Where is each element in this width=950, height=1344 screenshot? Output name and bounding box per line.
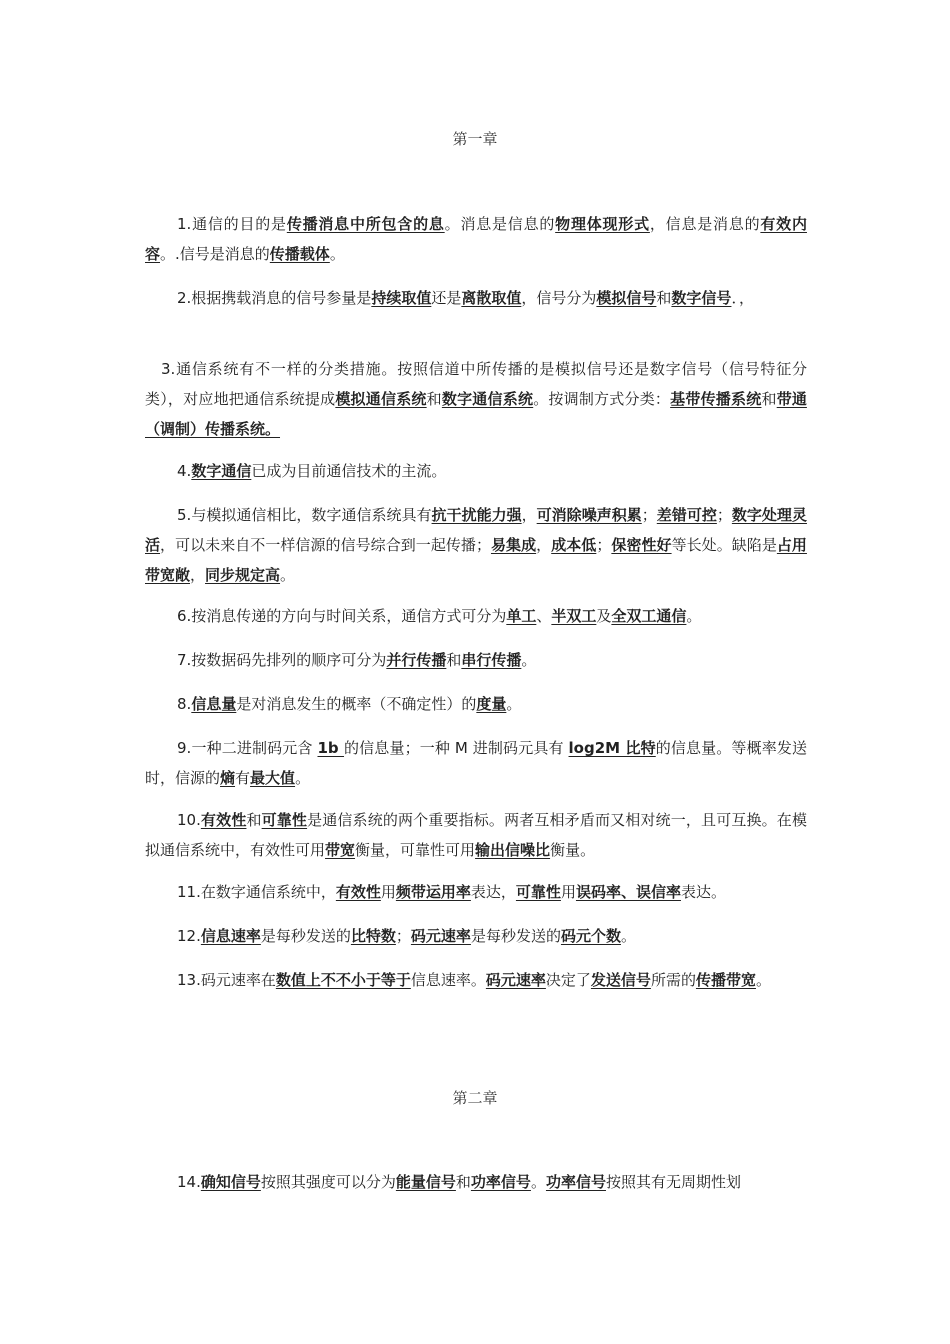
paragraph-text: 2.根据携载消息的信号参量是 bbox=[177, 289, 372, 307]
key-term: 度量 bbox=[476, 695, 507, 713]
paragraph-text: ， bbox=[190, 566, 206, 584]
key-term: 误码率、误信率 bbox=[575, 883, 681, 901]
key-term: 熵 bbox=[220, 769, 236, 787]
key-term: 带通（调制）传播系统。 bbox=[145, 390, 807, 438]
key-term: 有效性 bbox=[200, 811, 247, 829]
paragraph-text: 和 bbox=[761, 390, 777, 408]
key-term: 码元个数 bbox=[560, 927, 621, 945]
paragraph bbox=[145, 733, 807, 793]
paragraph-text: 还是 bbox=[431, 289, 462, 307]
paragraph-text: 是对消息发生的概率（不确定性）的 bbox=[236, 695, 477, 713]
paragraph-text: ．， bbox=[731, 289, 754, 307]
paragraph-text: ，信息是消息的 bbox=[649, 215, 761, 233]
paragraph-text: 。 bbox=[620, 927, 636, 945]
paragraph-text: 是每秒发送的 bbox=[470, 927, 561, 945]
paragraph-text: 。 bbox=[755, 971, 771, 989]
paragraph-text: ； bbox=[716, 506, 732, 524]
paragraph-text: 。 bbox=[506, 695, 522, 713]
paragraph bbox=[145, 354, 807, 444]
paragraph-text: 。 bbox=[530, 1173, 546, 1191]
paragraph-text: 4. bbox=[177, 462, 192, 480]
key-term: 传播载体 bbox=[269, 245, 330, 263]
paragraph-text: 决定了 bbox=[545, 971, 591, 989]
key-term: 成本低 bbox=[551, 536, 597, 554]
key-term: 码元速率 bbox=[410, 927, 471, 945]
paragraph-text: ； bbox=[641, 506, 657, 524]
key-term: 信息速率 bbox=[200, 927, 261, 945]
paragraph-text: 按照其强度可以分为 bbox=[260, 1173, 396, 1191]
key-term: 串行传播 bbox=[461, 651, 522, 669]
paragraph-text: 和 bbox=[455, 1173, 471, 1191]
paragraph bbox=[145, 645, 807, 675]
paragraph-text: 10. bbox=[177, 811, 201, 829]
paragraph-text: 5.与模拟通信相比，数字通信系统具有 bbox=[177, 506, 432, 524]
paragraph-text: 、 bbox=[536, 607, 552, 625]
paragraph bbox=[145, 689, 807, 719]
paragraph-text: 按照其有无周期性划 bbox=[605, 1173, 741, 1191]
key-term: 抗干扰能力强 bbox=[431, 506, 522, 524]
paragraph-text: 已成为目前通信技术的主流。 bbox=[251, 462, 447, 480]
key-term: 数字信号 bbox=[671, 289, 732, 307]
paragraph bbox=[145, 877, 807, 907]
paragraph-text: 。 bbox=[295, 769, 311, 787]
paragraph-text: 3.通信系统有不一样的分类措施。按照信道中所传播的是模拟信号还是数字信号（信号特征分类），对应地把通信系统提成 bbox=[145, 360, 807, 408]
key-term: 有效性 bbox=[335, 883, 381, 901]
key-term: 全双工通信 bbox=[611, 607, 687, 625]
paragraph-text: 衡量。 bbox=[550, 841, 596, 859]
key-term: 功率信号 bbox=[470, 1173, 531, 1191]
paragraph-text: 和 bbox=[246, 811, 262, 829]
key-term: 数字通信 bbox=[191, 462, 252, 480]
key-term: 单工 bbox=[506, 607, 537, 625]
paragraph-text: 9.一种二进制码元含 bbox=[177, 739, 318, 757]
key-term: 数字处理灵活 bbox=[145, 506, 807, 554]
paragraph-text: 的信息量。等概率发送时，信源的 bbox=[145, 739, 807, 787]
key-term: 物理体现形式 bbox=[555, 215, 650, 233]
paragraph-text: 。 bbox=[686, 607, 702, 625]
key-term: 数字通信系统 bbox=[441, 390, 534, 408]
key-term: 可消除噪声积累 bbox=[536, 506, 642, 524]
paragraph-text: ， bbox=[536, 536, 552, 554]
key-term: 离散取值 bbox=[461, 289, 522, 307]
key-term: 码元速率 bbox=[485, 971, 546, 989]
key-term: 有效内容 bbox=[145, 215, 807, 263]
paragraph-text: ，信号分为 bbox=[521, 289, 597, 307]
key-term: 可靠性 bbox=[261, 811, 308, 829]
key-term: 传播带宽 bbox=[695, 971, 756, 989]
key-term: 最大值 bbox=[250, 769, 296, 787]
key-term: 差错可控 bbox=[656, 506, 717, 524]
paragraph-text: 衡量，可靠性可用 bbox=[355, 841, 476, 859]
key-term: 占用带宽敞 bbox=[145, 536, 807, 584]
paragraph-text: 。.信号是消息的 bbox=[160, 245, 270, 263]
paragraph bbox=[145, 1167, 807, 1197]
key-term: 模拟信号 bbox=[596, 289, 657, 307]
key-term: 比特数 bbox=[350, 927, 396, 945]
paragraph-text: ； bbox=[596, 536, 612, 554]
paragraph-text: 14. bbox=[177, 1173, 201, 1191]
paragraph bbox=[145, 283, 807, 313]
paragraph bbox=[145, 209, 807, 269]
paragraph-text: 和 bbox=[426, 390, 442, 408]
paragraph-text: 。 bbox=[280, 566, 296, 584]
key-term: 输出信噪比 bbox=[475, 841, 551, 859]
key-term: log2M 比特 bbox=[568, 739, 656, 757]
paragraph-text: 及 bbox=[596, 607, 612, 625]
paragraph-text: 有 bbox=[235, 769, 251, 787]
paragraph-text: 。 bbox=[329, 245, 345, 263]
paragraph-text: 7.按数据码先排列的顺序可分为 bbox=[177, 651, 387, 669]
key-term: 频带运用率 bbox=[395, 883, 471, 901]
paragraph bbox=[145, 500, 807, 590]
paragraph-text: 13.码元速率在 bbox=[177, 971, 276, 989]
key-term: 模拟通信系统 bbox=[335, 390, 427, 408]
chapter-heading: 第一章 bbox=[452, 130, 498, 148]
key-term: 基带传播系统 bbox=[670, 390, 762, 408]
key-term: 带宽 bbox=[325, 841, 356, 859]
paragraph-text: 。按调制方式分类： bbox=[533, 390, 671, 408]
key-term: 同步规定高 bbox=[205, 566, 281, 584]
paragraph-text: 信息速率。 bbox=[410, 971, 486, 989]
key-term: 保密性好 bbox=[611, 536, 672, 554]
paragraph-text: 6.按消息传递的方向与时间关系，通信方式可分为 bbox=[177, 607, 507, 625]
paragraph-text: 和 bbox=[446, 651, 462, 669]
paragraph-text: 和 bbox=[656, 289, 672, 307]
paragraph-text: 12. bbox=[177, 927, 201, 945]
key-term: 发送信号 bbox=[590, 971, 651, 989]
paragraph bbox=[145, 965, 807, 995]
paragraph-text: 的信息量；一种 M 进制码元具有 bbox=[344, 739, 569, 757]
paragraph-text: 所需的 bbox=[650, 971, 696, 989]
paragraph bbox=[145, 921, 807, 951]
paragraph-text: 用 bbox=[380, 883, 396, 901]
paragraph bbox=[145, 601, 807, 631]
paragraph-text: 用 bbox=[560, 883, 576, 901]
paragraph-text: 等长处。缺陷是 bbox=[671, 536, 777, 554]
key-term: 功率信号 bbox=[545, 1173, 606, 1191]
paragraph-text: 。消息是信息的 bbox=[444, 215, 556, 233]
key-term: 信息量 bbox=[191, 695, 237, 713]
paragraph-text: 是每秒发送的 bbox=[260, 927, 351, 945]
key-term: 半双工 bbox=[551, 607, 597, 625]
chapter-heading: 第二章 bbox=[452, 1089, 498, 1107]
paragraph-text: ； bbox=[395, 927, 411, 945]
key-term: 可靠性 bbox=[515, 883, 561, 901]
paragraph-text: 8. bbox=[177, 695, 192, 713]
paragraph-text: ， bbox=[521, 506, 537, 524]
paragraph-text: 表达。 bbox=[680, 883, 726, 901]
key-term: 数值上不不小于等于 bbox=[275, 971, 411, 989]
paragraph-text: 1.通信的目的是 bbox=[177, 215, 287, 233]
paragraph-text: 。 bbox=[521, 651, 537, 669]
paragraph-text: 11.在数字通信系统中， bbox=[177, 883, 336, 901]
key-term: 持续取值 bbox=[371, 289, 432, 307]
paragraph-text: ，可以未来自不一样信源的信号综合到一起传播； bbox=[160, 536, 491, 554]
key-term: 并行传播 bbox=[386, 651, 447, 669]
key-term: 确知信号 bbox=[200, 1173, 261, 1191]
key-term: 易集成 bbox=[490, 536, 537, 554]
paragraph-text: 是通信系统的两个重要指标。两者互相矛盾而又相对统一，且可互换。在模拟通信系统中，有效性可用 bbox=[145, 811, 807, 859]
paragraph bbox=[145, 456, 807, 486]
paragraph-text: 表达， bbox=[470, 883, 516, 901]
key-term: 1b bbox=[317, 739, 345, 757]
paragraph bbox=[145, 805, 807, 865]
key-term: 能量信号 bbox=[395, 1173, 456, 1191]
key-term: 传播消息中所包含的息 bbox=[286, 215, 445, 233]
